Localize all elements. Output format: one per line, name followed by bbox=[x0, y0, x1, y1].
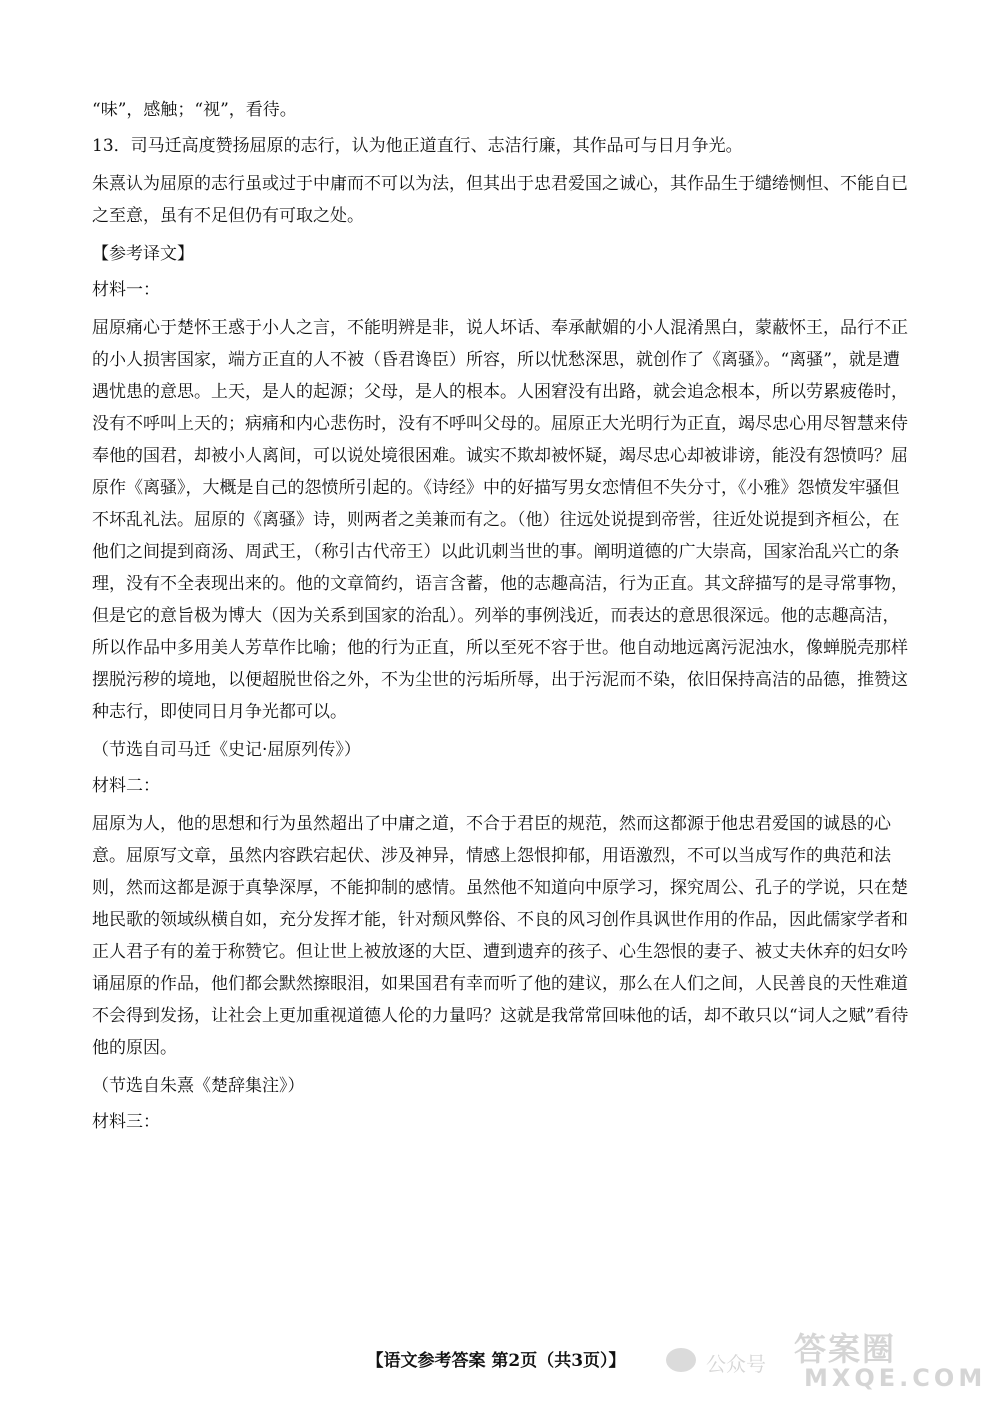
answer-13-zhuxi-paragraph: 朱熹认为屈原的志行虽或过于中庸而不可以为法，但其出于忠君爱国之诚心，其作品生于缱绻恻怛、不能自已之至意，虽有不足但仍有可取之处。 bbox=[92, 174, 908, 226]
watermark-wechat-label: 公众号 bbox=[706, 1352, 766, 1376]
section-heading: 【参考译文】 bbox=[92, 244, 194, 264]
watermark-url: MXQE.COM bbox=[804, 1364, 987, 1392]
gloss-line: “味”，感触；“视”，看待。 bbox=[92, 100, 297, 120]
material-2-paragraph: 屈原为人，他的思想和行为虽然超出了中庸之道，不合于君臣的规范，然而这都源于他忠君爱国的诚恳的心意。屈原写文章，虽然内容跌宕起伏、涉及神异，情感上怨恨抑郁，用语激烈，不可以当成写作的典范和法则，然而这都是源于真挚深厚，不能抑制的感情。虽然他不知道向中原学习，探究周公、孔子的学说，只在楚地民歌的领域纵横自如，充分发挥才能，针对颓风弊俗、不良的风习创作具讽世作用的作品，因此儒家学者和正人君子有的羞于称赞它。但让世上被放逐的大臣、遭到遗弃的孩子、心生怨恨的妻子、被丈夫休弃的妇女吟诵屈原的作品，他们都会默然擦眼泪，如果国君有幸而听了他的建议，那么在人们之间，人民善良的天性难道不会得到发扬，让社会上更加重视道德人伦的力量吗？这就是我常常回味他的话，却不敢只以“词人之赋”看待他的原因。 bbox=[92, 814, 909, 1058]
answer-13-line: 13．司马迁高度赞扬屈原的志行，认为他正道直行、志洁行廉，其作品可与日月争光。 bbox=[92, 136, 743, 156]
material-3-label: 材料三： bbox=[92, 1112, 160, 1132]
watermark bbox=[654, 1318, 987, 1398]
watermark-brand: 答案圈 bbox=[794, 1330, 897, 1368]
material-2-source: （节选自朱熹《楚辞集注》） bbox=[92, 1076, 305, 1096]
material-1-source: （节选自司马迁《史记·屈原列传》） bbox=[92, 740, 361, 760]
material-1-paragraph: 屈原痛心于楚怀王惑于小人之言，不能明辨是非，说人坏话、奉承献媚的小人混淆黑白，蒙蔽怀王，品行不正的小人损害国家，端方正直的人不被（昏君谗臣）所容，所以忧愁深思，就创作了《离骚》。“离骚”，就是遭遇忧患的意思。上天，是人的起源；父母，是人的根本。人困窘没有出路，就会追念根本，所以劳累疲倦时，没有不呼叫上天的；病痛和内心悲伤时，没有不呼叫父母的。屈原正大光明行为正直，竭尽忠心用尽智慧来侍奉他的国君，却被小人离间，可以说处境很困难。诚实不欺却被怀疑，竭尽忠心却被诽谤，能没有怨愤吗？屈原作《离骚》，大概是自己的怨愤所引起的。《诗经》中的好描写男女恋情但不失分寸，《小雅》怨愤发牢骚但不坏乱礼法。屈原的《离骚》诗，则两者之美兼而有之。（他）往远处说提到帝喾，往近处说提到齐桓公，在他们之间提到商汤、周武王，（称引古代帝王）以此讥刺当世的事。阐明道德的广大崇高，国家治乱兴亡的条理，没有不全表现出来的。他的文章简约，语言含蓄，他的志趣高洁，行为正直。其文辞描写的是寻常事物，但是它的意旨极为博大（因为关系到国家的治乱）。列举的事例浅近，而表达的意思很深远。他的志趣高洁，所以作品中多用美人芳草作比喻；他的行为正直，所以至死不容于世。他自动地远离污泥浊水，像蝉脱壳那样摆脱污秽的境地，以便超脱世俗之外，不为尘世的污垢所辱，出于污泥而不染，依旧保持高洁的品德，推赞这种志行，即使同日月争光都可以。 bbox=[92, 318, 908, 722]
wechat-icon bbox=[666, 1348, 696, 1372]
document-body bbox=[92, 98, 912, 1134]
material-2-label: 材料二： bbox=[92, 776, 160, 796]
page-footer: 【语文参考答案 第2页（共3页）】 bbox=[366, 1351, 626, 1371]
material-1-label: 材料一： bbox=[92, 280, 160, 300]
